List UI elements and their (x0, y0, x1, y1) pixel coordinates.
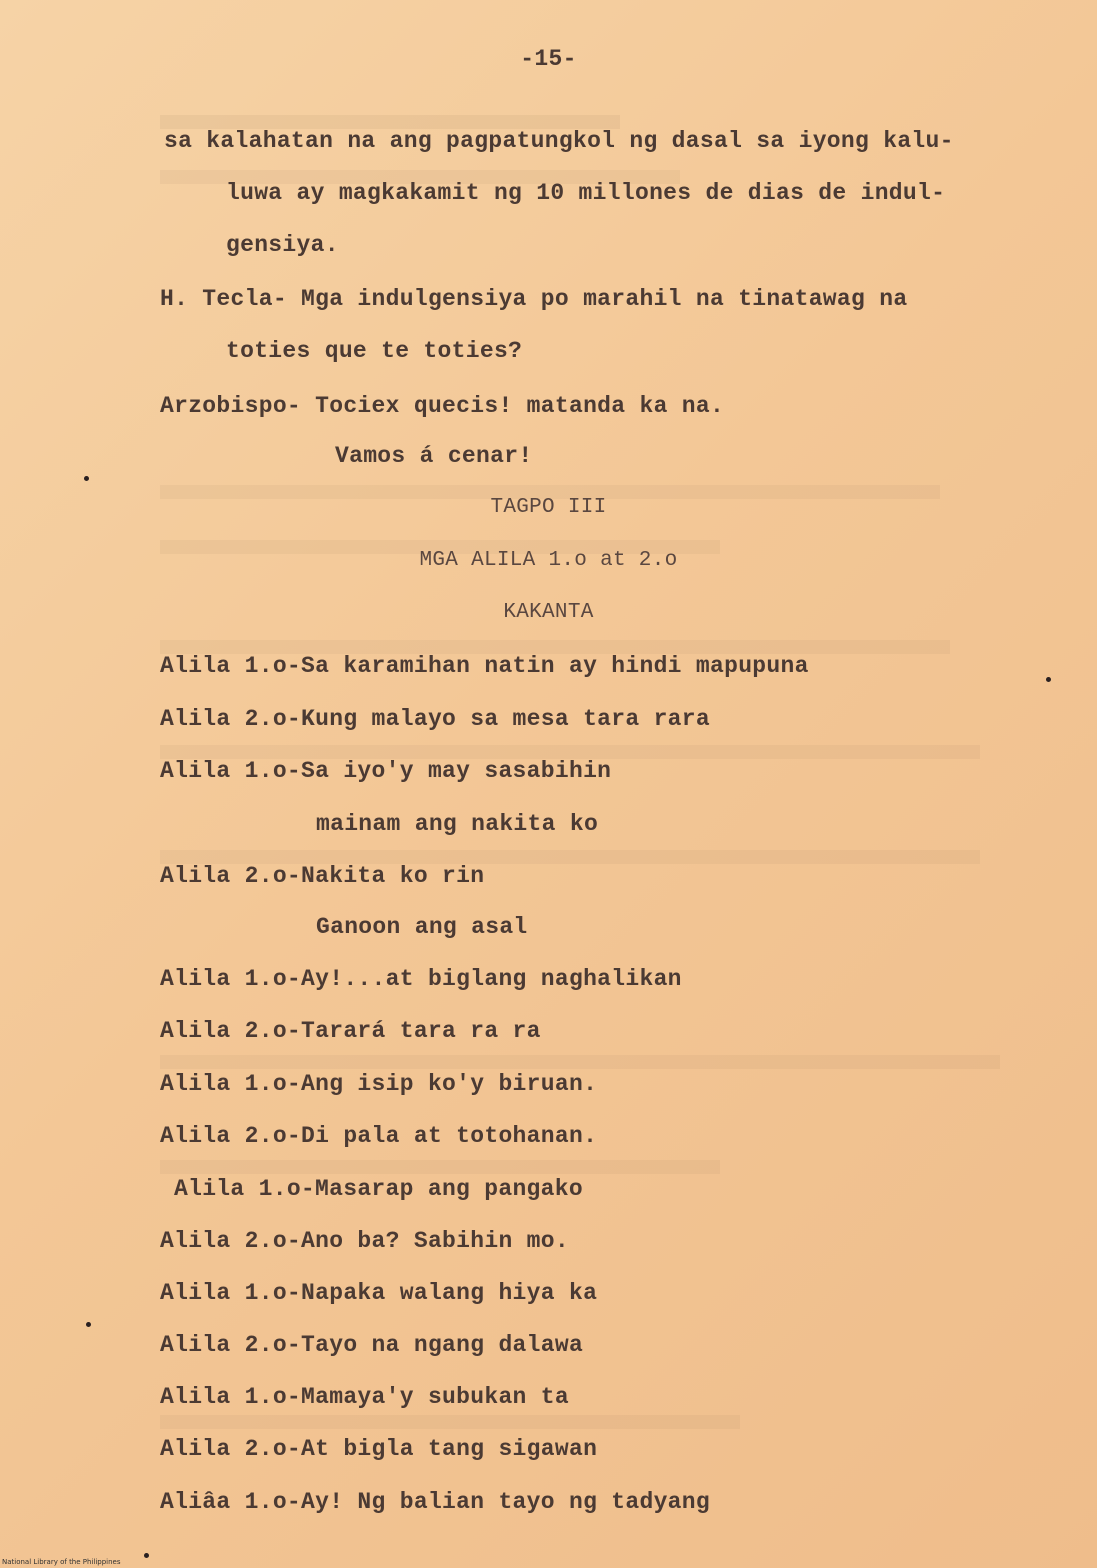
bleed-through-mark (160, 745, 980, 759)
scene-characters: MGA ALILA 1.o at 2.o (419, 549, 678, 572)
dialogue-line: Ganoon ang asal (316, 914, 528, 940)
dialogue-line: Alila 2.o-Kung malayo sa mesa tara rara (160, 706, 710, 732)
text-line: gensiya. (226, 232, 339, 258)
ink-speck (86, 1322, 91, 1327)
dialogue-line: Alila 1.o-Napaka walang hiya ka (160, 1280, 598, 1306)
dialogue-line: mainam ang nakita ko (316, 811, 599, 837)
text-line: Arzobispo- Tociex quecis! matanda ka na. (160, 393, 725, 419)
dialogue-line: Alila 1.o-Sa karamihan natin ay hindi mapupuna (160, 653, 809, 679)
dialogue-line: Alila 2.o-Ano ba? Sabihin mo. (160, 1228, 569, 1254)
scene-direction: KAKANTA (503, 601, 594, 624)
dialogue-line: Alila 1.o-Sa iyo'y may sasabihin (160, 758, 612, 784)
dialogue-line: Alila 2.o-At bigla tang sigawan (160, 1436, 598, 1462)
ink-speck (1046, 677, 1051, 682)
bleed-through-mark (160, 640, 950, 654)
dialogue-line: Alila 1.o-Ay!...at biglang naghalikan (160, 966, 682, 992)
scene-heading: TAGPO III (490, 496, 607, 519)
ink-speck (84, 476, 89, 481)
library-footer: National Library of the Philippines (2, 1558, 121, 1566)
text-line: sa kalahatan na ang pagpatungkol ng dasal sa iyong kalu- (164, 128, 954, 154)
dialogue-line: Aliâa 1.o-Ay! Ng balian tayo ng tadyang (160, 1489, 710, 1515)
text-line: toties que te toties? (226, 338, 523, 364)
bleed-through-mark (160, 850, 980, 864)
text-line: H. Tecla- Mga indulgensiya po marahil na tinatawag na (160, 286, 908, 312)
bleed-through-mark (160, 1160, 720, 1174)
bleed-through-mark (160, 115, 620, 129)
dialogue-line: Alila 2.o-Tayo na ngang dalawa (160, 1332, 584, 1358)
ink-speck (144, 1553, 149, 1558)
dialogue-line: Alila 2.o-Di pala at totohanan. (160, 1123, 598, 1149)
dialogue-line: Alila 1.o-Ang isip ko'y biruan. (160, 1071, 598, 1097)
dialogue-line: Alila 2.o-Tarará tara ra ra (160, 1018, 541, 1044)
text-line: luwa ay magkakamit ng 10 millones de dias de indul- (226, 180, 946, 206)
bleed-through-mark (160, 1415, 740, 1429)
page-number: -15- (520, 46, 577, 72)
dialogue-line: Alila 1.o-Masarap ang pangako (174, 1176, 583, 1202)
dialogue-line: Alila 1.o-Mamaya'y subukan ta (160, 1384, 569, 1410)
text-line: Vamos á cenar! (335, 443, 533, 469)
dialogue-line: Alila 2.o-Nakita ko rin (160, 863, 485, 889)
bleed-through-mark (160, 1055, 1000, 1069)
